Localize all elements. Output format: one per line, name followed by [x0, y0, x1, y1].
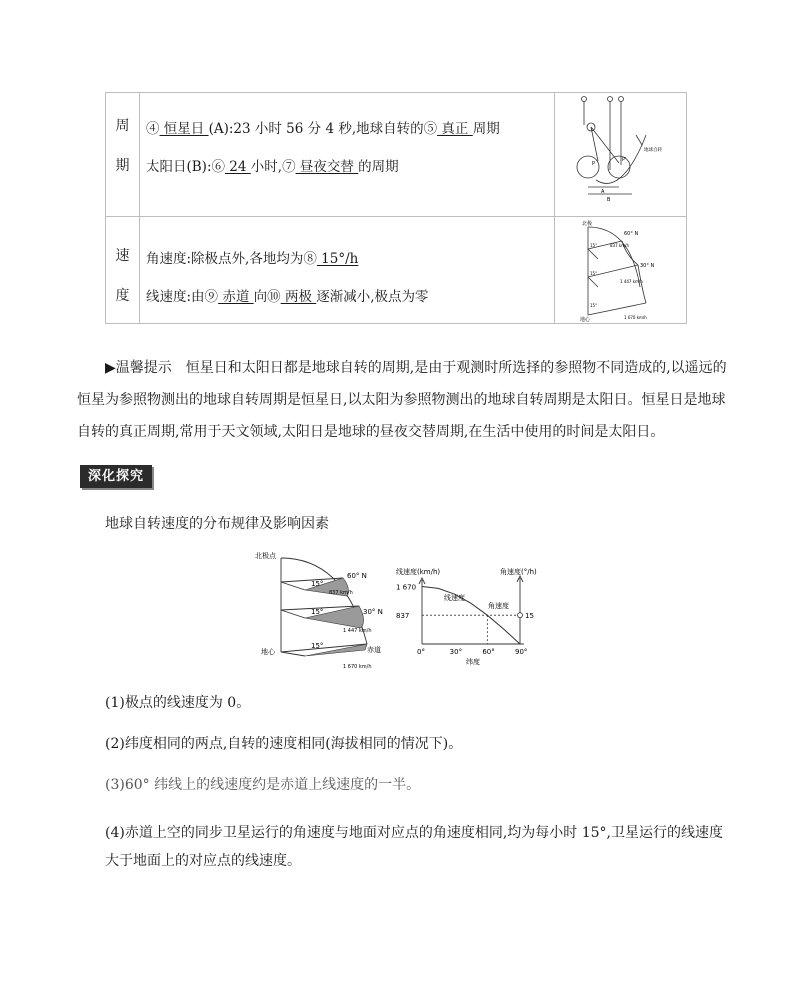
label-center: 地心	[580, 317, 591, 323]
point-4-line-2: 大于地面上的对应点的线速度。	[105, 853, 301, 869]
line-text: 的周期	[358, 159, 399, 175]
x-axis-label: 纬度	[466, 658, 480, 666]
label-speed0: 1 670 km/h	[343, 664, 372, 670]
row-divider	[106, 216, 686, 217]
label-center: 地心	[261, 648, 275, 656]
answer-blank: 24	[225, 159, 251, 175]
label-15a: 15°	[590, 243, 598, 248]
answer-blank: 赤道	[218, 289, 254, 305]
y-tick-label: 837	[396, 612, 410, 621]
answer-blank: 恒星日	[159, 121, 209, 137]
label-angle-0: 15°	[311, 642, 324, 650]
label-30n: 30° N	[640, 263, 655, 269]
answer-blank: 两极	[280, 289, 317, 305]
label-b: B	[607, 197, 611, 203]
speed-latitude-chart	[396, 568, 556, 668]
y2-axis-label: 角速度(°/h)	[500, 568, 537, 576]
label-speed60: 837 km/h	[329, 590, 353, 596]
series-label-linear: 线速度	[444, 594, 465, 602]
x-tick-label: 90°	[515, 648, 528, 656]
col-divider	[554, 93, 555, 323]
y-axis-label: 线速度(km/h)	[396, 568, 441, 576]
x-tick-label: 0°	[417, 648, 425, 656]
answer-number: ④	[146, 121, 160, 137]
row-header-speed-2: 度	[115, 288, 130, 304]
point-2: (2)纬度相同的两点,自转的速度相同(海拔相同的情况下)。	[105, 736, 463, 752]
label-837: 837 km/h	[610, 243, 630, 248]
y2-tick-label: 15	[525, 612, 534, 621]
label-equator: 赤道	[367, 646, 381, 654]
row-header-speed-1: 速	[115, 248, 130, 264]
series-label-angular: 角速度	[488, 602, 509, 610]
line-text: (A):23 小时 56 分 4 秒,地球自转的⑤	[208, 121, 438, 137]
point-3: (3)60° 纬线上的线速度约是赤道上线速度的一半。	[105, 777, 421, 793]
tip-line-1: ▶温馨提示 恒星日和太阳日都是地球自转的周期,是由于观测时所选择的参照物不同造成的,以遥远的	[105, 360, 727, 376]
row-header-period-2: 期	[115, 158, 130, 174]
solar-day-line	[146, 155, 399, 175]
tip-line-2: 恒星为参照物测出的地球自转周期是恒星日,以太阳为参照物测出的地球自转周期是太阳日。恒星日是地球	[77, 392, 726, 408]
label-60n: 60° N	[624, 231, 639, 237]
point-4-line-1: (4)赤道上空的同步卫星运行的角速度与地面对应点的角速度相同,均为每小时 15°,卫星运行的线速度	[105, 825, 723, 841]
label-p-prime: P'	[622, 157, 627, 163]
col-divider	[139, 93, 140, 323]
label-15c: 15°	[590, 303, 598, 308]
label-north: 北极	[582, 221, 593, 227]
line-text: 小时,⑦	[250, 159, 296, 175]
line-text: 角速度:除极点外,各地均为⑧	[146, 251, 317, 267]
label-angle-60: 15°	[311, 580, 324, 588]
x-tick-label: 60°	[482, 648, 495, 656]
sidereal-day-line	[146, 117, 500, 137]
tip-line-3: 自转的真正周期,常用于天文领域,太阳日是地球的昼夜交替周期,在生活中使用的时间是太阳日。	[77, 424, 665, 440]
line-text: 太阳日(B):⑥	[146, 159, 226, 175]
label-15b: 15°	[590, 271, 598, 276]
label-1447: 1 447 km/h	[620, 279, 643, 284]
subheading: 地球自转速度的分布规律及影响因素	[105, 516, 329, 532]
label-earth-rotation: 地球自转	[644, 148, 662, 153]
label-1670: 1 670 km/h	[624, 315, 647, 320]
y-tick-label: 1 670	[396, 583, 417, 592]
angular-speed-marker	[518, 613, 523, 618]
answer-blank: 15°/h	[316, 251, 359, 267]
label-angle-30: 15°	[311, 608, 324, 616]
answer-blank: 真正	[437, 121, 473, 137]
label-north-pole: 北极点	[255, 552, 276, 560]
answer-blank: 昼夜交替	[295, 159, 359, 175]
angular-speed-line	[146, 247, 358, 267]
label-a: A	[601, 189, 605, 195]
latitude-speed-diagram-small	[580, 219, 680, 323]
sidereal-solar-day-diagram	[574, 95, 674, 213]
rotation-table	[105, 92, 687, 324]
label-speed30: 1 447 km/h	[343, 628, 372, 634]
latitude-speed-diagram	[255, 548, 395, 672]
section-badge: 深化探究	[80, 465, 152, 488]
label-lat30: 30° N	[363, 608, 383, 616]
point-1: (1)极点的线速度为 0。	[105, 695, 251, 711]
linear-speed-line	[146, 285, 429, 305]
line-text: 周期	[472, 121, 500, 137]
line-text: 逐渐减小,极点为零	[316, 289, 429, 305]
line-text: 向⑩	[253, 289, 281, 305]
label-lat60: 60° N	[347, 572, 367, 580]
x-tick-label: 30°	[449, 648, 463, 656]
line-text: 线速度:由⑨	[146, 289, 219, 305]
row-header-period-1: 周	[115, 118, 130, 134]
label-p: P	[592, 161, 596, 167]
